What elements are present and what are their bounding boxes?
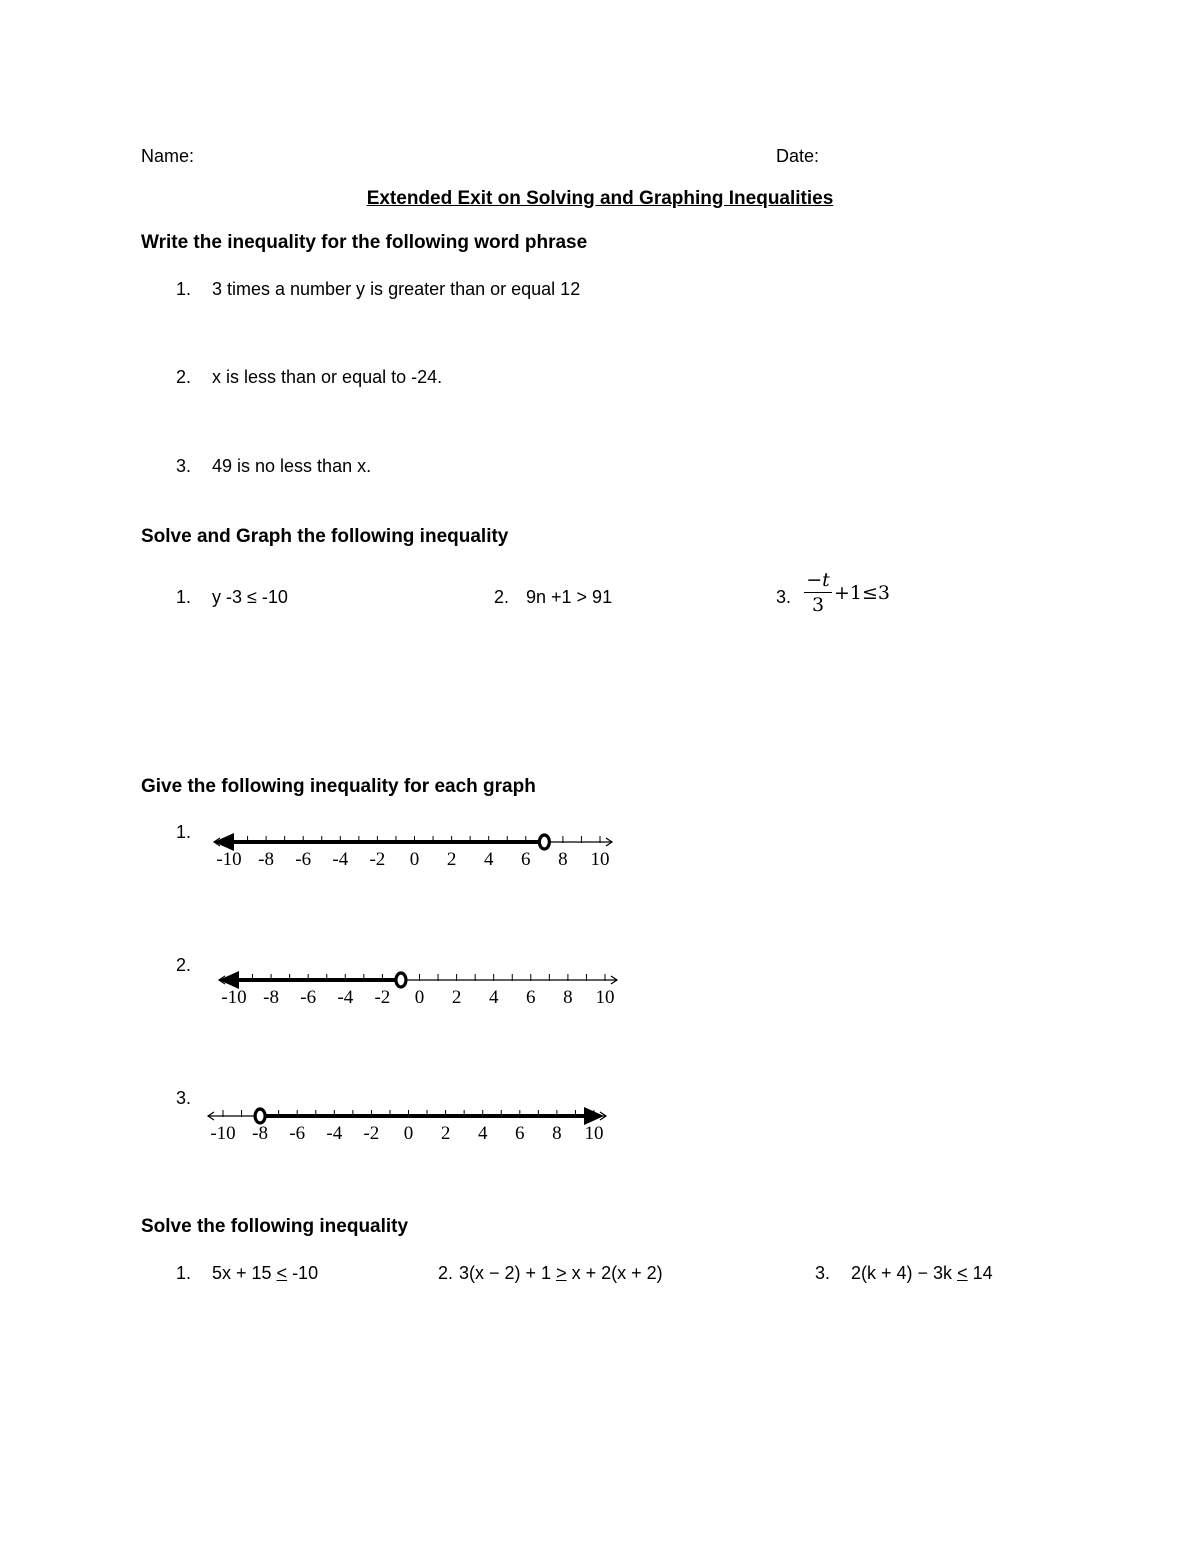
number-line-1	[212, 828, 622, 876]
solve-3-operator: <	[957, 1263, 968, 1283]
tick-label: -10	[210, 1123, 236, 1144]
solve-3-left: 2(k + 4) − 3k	[851, 1263, 958, 1283]
solve-3-right: 14	[967, 1263, 993, 1283]
number-line-2	[217, 966, 627, 1014]
solve-2-right: x + 2(x + 2)	[566, 1263, 663, 1283]
tick-label: 0	[409, 849, 420, 870]
solve-2-left: 3(x − 2) + 1	[459, 1263, 557, 1283]
item-number: 1.	[176, 822, 192, 842]
fraction-denominator: 3	[811, 594, 825, 616]
item-number: 2.	[176, 955, 192, 975]
tick-label: 4	[483, 849, 494, 870]
solve-graph-2: 9n +1 > 91	[526, 587, 613, 607]
tick-label: -2	[374, 987, 391, 1008]
tick-label: -6	[289, 1123, 306, 1144]
tick-label: 2	[446, 849, 457, 870]
solve-2	[459, 1263, 663, 1284]
tick-label: 4	[488, 987, 499, 1008]
solve-1-left: 5x + 15	[212, 1263, 277, 1283]
word-phrase-1: 3 times a number y is greater than or equal 12	[212, 279, 581, 299]
page-title: Extended Exit on Solving and Graphing Inequalities	[366, 188, 834, 209]
tick-label: 6	[515, 1123, 525, 1144]
fraction-numerator: −t	[806, 569, 830, 591]
item-number: 2.	[176, 367, 192, 387]
solve-1	[212, 1263, 318, 1284]
tick-label: -10	[221, 987, 247, 1008]
date-label: Date:	[776, 146, 820, 166]
open-circle	[396, 973, 406, 987]
tick-label: -4	[332, 849, 349, 870]
word-phrase-3: 49 is no less than x.	[212, 456, 372, 476]
item-number: 2.	[494, 587, 510, 607]
item-number: 3.	[176, 456, 192, 476]
item-number: 3.	[815, 1263, 831, 1283]
tick-label: 0	[414, 987, 425, 1008]
tick-label: -8	[258, 849, 275, 870]
name-label: Name:	[141, 146, 195, 166]
word-phrase-2: x is less than or equal to -24.	[212, 367, 443, 387]
solve-2-operator: >	[556, 1263, 567, 1283]
tick-label: -8	[252, 1123, 269, 1144]
section-heading-solve: Solve the following inequality	[141, 1216, 409, 1237]
section-heading-solve-graph: Solve and Graph the following inequality	[141, 526, 509, 547]
solve-1-operator: <	[276, 1263, 288, 1283]
tick-label: -4	[337, 987, 354, 1008]
tick-label: 10	[590, 849, 610, 870]
tick-label: -10	[216, 849, 242, 870]
fraction-bar	[804, 592, 832, 593]
item-number: 2.	[438, 1263, 454, 1283]
section-heading-graphs: Give the following inequality for each graph	[141, 776, 536, 797]
item-number: 3.	[176, 1088, 192, 1108]
tick-label: 8	[552, 1123, 562, 1144]
item-number: 3.	[776, 587, 792, 607]
item-number: 1.	[176, 1263, 192, 1283]
solve-graph-1: y -3 ≤ -10	[212, 587, 288, 607]
tick-label: 10	[584, 1123, 604, 1144]
tick-label: 6	[526, 987, 536, 1008]
fraction	[804, 569, 832, 616]
number-line-3	[206, 1102, 616, 1150]
open-circle	[255, 1109, 265, 1123]
tick-label: 6	[521, 849, 531, 870]
tick-label: 2	[440, 1123, 451, 1144]
tick-label: -6	[295, 849, 312, 870]
tick-label: 2	[451, 987, 462, 1008]
tick-label: 4	[477, 1123, 488, 1144]
item-number: 1.	[176, 279, 192, 299]
item-number: 1.	[176, 587, 192, 607]
tick-label: -2	[363, 1123, 380, 1144]
tick-label: -8	[263, 987, 280, 1008]
solve-graph-3-rest: +1≤3	[834, 582, 891, 604]
solve-1-right: -10	[287, 1263, 319, 1283]
tick-label: 8	[558, 849, 568, 870]
tick-label: 8	[563, 987, 573, 1008]
section-heading-word-phrase: Write the inequality for the following word phrase	[141, 232, 588, 253]
tick-label: -6	[300, 987, 317, 1008]
tick-label: 0	[403, 1123, 414, 1144]
tick-label: 10	[595, 987, 615, 1008]
tick-label: -4	[326, 1123, 343, 1144]
tick-label: -2	[369, 849, 386, 870]
open-circle	[539, 835, 549, 849]
solve-3	[851, 1263, 993, 1284]
